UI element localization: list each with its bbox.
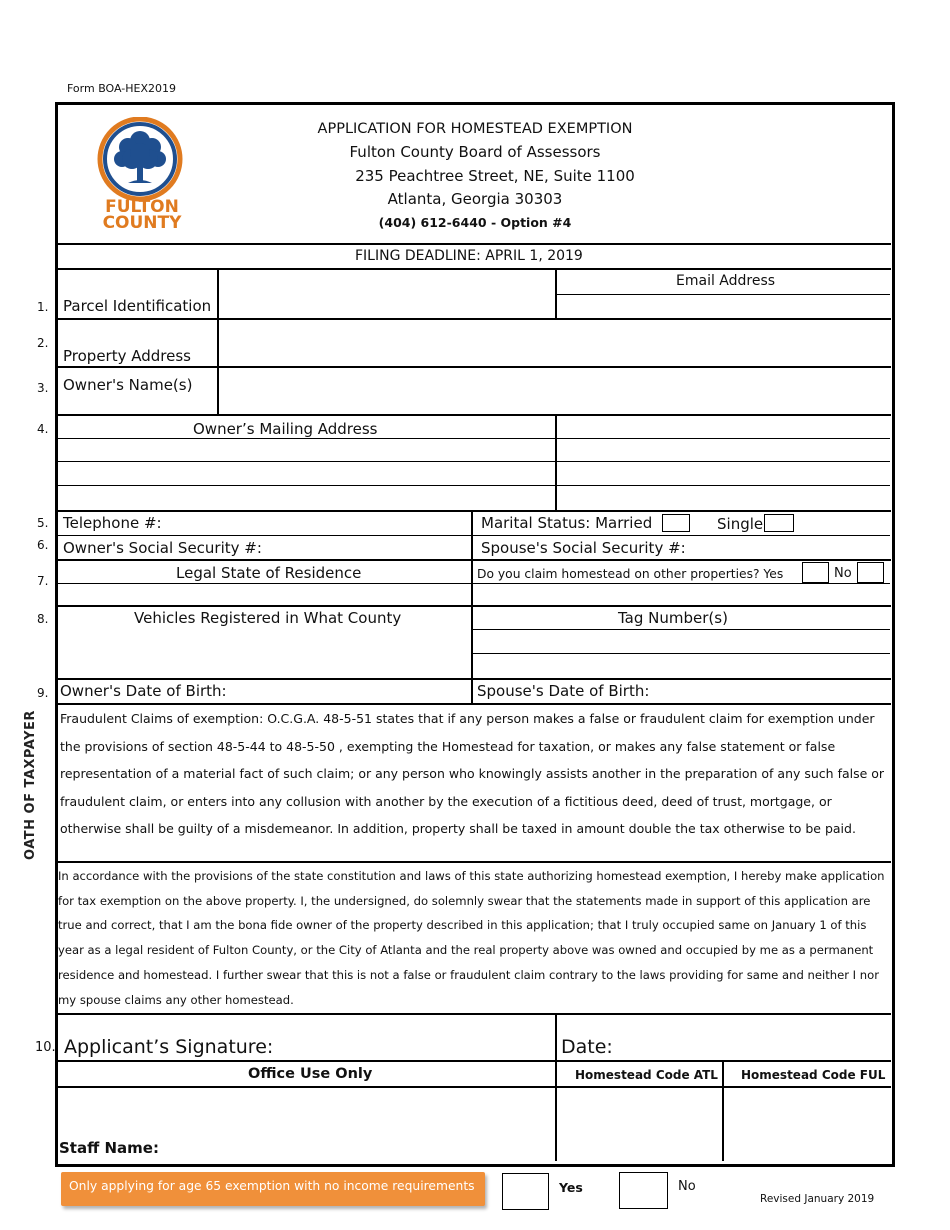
other-properties-yes-checkbox[interactable] (802, 562, 829, 583)
telephone-label: Telephone #: (63, 514, 162, 532)
fraud-line: Fraudulent Claims of exemption: O.C.G.A. 48-5-51 states that if any person makes a false or fraudulent claim for exemption under (60, 711, 875, 726)
oath-paragraph (58, 864, 888, 1012)
homestead-code-atl-label: Homestead Code ATL (575, 1068, 718, 1082)
date-input[interactable] (557, 1016, 889, 1059)
fulton-county-logo (92, 117, 188, 233)
agency-name: Fulton County Board of Assessors (349, 143, 601, 161)
row-number-10: 10. (35, 1040, 56, 1055)
row-number-9: 9. (37, 686, 49, 700)
other-properties-no-checkbox[interactable] (857, 562, 884, 583)
oath-line: year as a legal resident of Fulton County, or the City of Atlanta and the real property above was owned and occupied by me as a permanent (58, 943, 874, 958)
parcel-id-label: Parcel Identification (63, 297, 212, 315)
age65-no-label: No (678, 1179, 696, 1194)
owner-dob-label: Owner's Date of Birth: (60, 682, 227, 700)
revised-date: Revised January 2019 (760, 1193, 875, 1205)
email-input[interactable] (557, 296, 889, 317)
form-title: APPLICATION FOR HOMESTEAD EXEMPTION (317, 121, 633, 137)
fraud-line: the provisions of section 48-5-44 to 48-5-50 , exempting the Homestead for taxation, or makes any false statement or false (60, 738, 836, 754)
age65-yes-label: Yes (559, 1180, 583, 1195)
property-address-input[interactable] (219, 320, 889, 365)
owners-name-label: Owner's Name(s) (63, 376, 193, 394)
applicant-signature-label: Applicant’s Signature: (64, 1036, 274, 1058)
date-label: Date: (561, 1036, 613, 1058)
mailing-address-label: Owner’s Mailing Address (193, 420, 378, 438)
filing-deadline: FILING DEADLINE: APRIL 1, 2019 (355, 248, 583, 264)
row-number-2: 2. (37, 336, 49, 350)
agency-phone: (404) 612-6440 - Option #4 (378, 215, 572, 230)
oath-line: for tax exemption on the above property. I, the undersigned, do solemnly swear that the statements made in support of this application are (58, 893, 871, 908)
fraud-line: representation of a material fact of such claim; or any person who knowingly assists another in the preparation of any such false or (60, 766, 885, 782)
row-number-6: 6. (37, 538, 49, 552)
row-number-3: 3. (37, 381, 49, 395)
owners-name-input[interactable] (219, 368, 889, 413)
age65-yes-checkbox[interactable] (502, 1173, 549, 1210)
owner-ssn-label: Owner's Social Security #: (63, 539, 262, 557)
homestead-code-ful-label: Homestead Code FUL (741, 1068, 886, 1082)
form-id: Form BOA-HEX2019 (67, 82, 177, 95)
age65-no-checkbox[interactable] (619, 1172, 668, 1209)
oath-line: residence and homestead. I further swear that this is not a false or fraudulent claim contrary to the laws providing for same and neither I nor (58, 967, 879, 982)
property-address-label: Property Address (63, 347, 191, 365)
fraud-line: otherwise shall be guilty of a misdemeanor. In addition, property shall be taxed in amount double the tax otherwise to be paid. (60, 821, 856, 837)
row-number-5: 5. (37, 516, 49, 530)
legal-state-label: Legal State of Residence (176, 564, 362, 582)
vehicles-label: Vehicles Registered in What County (134, 609, 402, 627)
spouse-ssn-label: Spouse's Social Security #: (481, 539, 686, 557)
fraud-line: fraudulent claim, or enters into any collusion with another by the execution of a fictitious deed, deed of trust, mortgage, or (60, 793, 832, 809)
married-checkbox[interactable] (662, 514, 690, 532)
row-number-4: 4. (37, 422, 49, 436)
tag-number-label: Tag Number(s) (618, 609, 728, 627)
agency-street: 235 Peachtree Street, NE, Suite 1100 (355, 167, 635, 185)
parcel-id-input[interactable] (219, 270, 554, 317)
spouse-dob-label: Spouse's Date of Birth: (477, 682, 650, 700)
fraud-paragraph (60, 705, 890, 843)
logo-line-county: COUNTY (102, 213, 182, 233)
row-number-8: 8. (37, 612, 49, 626)
marital-married-label: Marital Status: Married (481, 514, 653, 532)
oath-line: true and correct, that I am the bona fide owner of the property described in this application; that I truly occupied same on January 1 of this (58, 918, 867, 933)
row-number-1: 1. (37, 300, 49, 314)
oath-line: In accordance with the provisions of the state constitution and laws of this state authorizing homestead exemption, I hereby make application (58, 869, 885, 883)
other-properties-no-label: No (834, 566, 852, 581)
mailing-address-input[interactable] (57, 439, 554, 509)
office-use-title: Office Use Only (248, 1066, 373, 1082)
vehicles-input[interactable] (57, 630, 470, 677)
oath-line: my spouse claims any other homestead. (58, 992, 294, 1007)
email-label: Email Address (676, 273, 776, 289)
marital-single-label: Single (717, 515, 764, 533)
row-number-7: 7. (37, 574, 49, 588)
tag-number-input[interactable] (473, 630, 889, 677)
legal-state-input[interactable] (57, 585, 470, 604)
oath-side-label: OATH OF TAXPAYER (23, 710, 38, 860)
age65-exemption-button[interactable]: Only applying for age 65 exemption with no income requirements (61, 1172, 485, 1206)
applicant-signature-input[interactable] (57, 1016, 554, 1059)
single-checkbox[interactable] (764, 514, 794, 532)
agency-city: Atlanta, Georgia 30303 (387, 190, 563, 208)
staff-name-label: Staff Name: (59, 1139, 159, 1157)
logo-line-fulton: FULTON (105, 197, 179, 217)
other-properties-label: Do you claim homestead on other properties? Yes (477, 567, 784, 581)
